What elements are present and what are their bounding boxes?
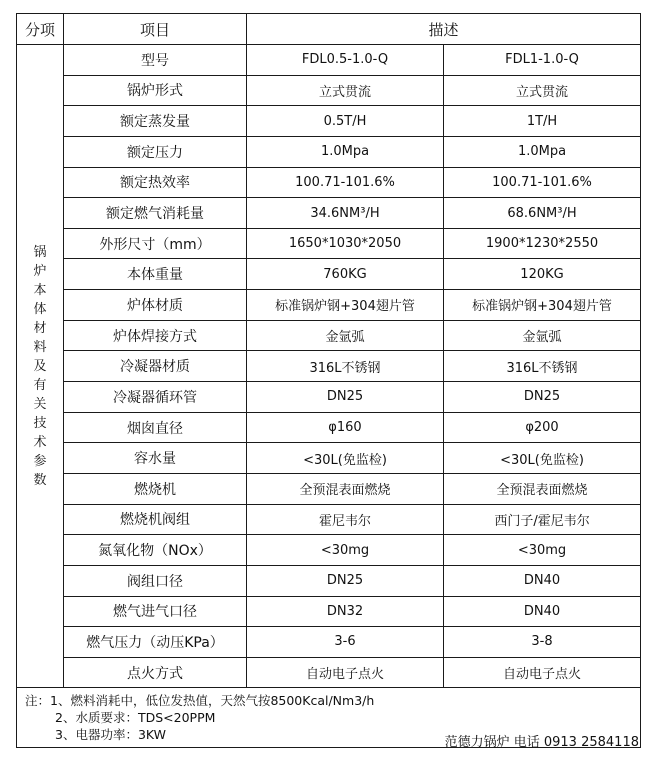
value-model-a: 3-6 xyxy=(247,627,444,658)
value-model-b: <30mg xyxy=(444,535,641,566)
value-model-b: DN40 xyxy=(444,596,641,627)
item-name: 炉体焊接方式 xyxy=(64,320,247,351)
value-model-a: 100.71-101.6% xyxy=(247,167,444,198)
item-name: 冷凝器材质 xyxy=(64,351,247,382)
value-model-b: FDL1-1.0-Q xyxy=(444,45,641,76)
value-model-b: 自动电子点火 xyxy=(444,657,641,688)
value-model-b: DN40 xyxy=(444,565,641,596)
item-name: 烟囱直径 xyxy=(64,412,247,443)
value-model-a: 立式贯流 xyxy=(247,75,444,106)
value-model-a: 316L不锈钢 xyxy=(247,351,444,382)
value-model-a: DN25 xyxy=(247,382,444,413)
item-name: 燃烧机 xyxy=(64,473,247,504)
value-model-b: 1900*1230*2550 xyxy=(444,228,641,259)
company-contact: 范德力锅炉 电话 0913 2584118 xyxy=(444,735,639,750)
value-model-a: 全预混表面燃烧 xyxy=(247,473,444,504)
table-row xyxy=(17,504,641,535)
value-model-a: 自动电子点火 xyxy=(247,657,444,688)
value-model-b: 1T/H xyxy=(444,106,641,137)
table-row xyxy=(17,136,641,167)
item-name: 额定燃气消耗量 xyxy=(64,198,247,229)
value-model-b: <30L(免监检) xyxy=(444,443,641,474)
item-name: 本体重量 xyxy=(64,259,247,290)
table-row xyxy=(17,443,641,474)
item-name: 燃气进气口径 xyxy=(64,596,247,627)
value-model-a: <30L(免监检) xyxy=(247,443,444,474)
value-model-b: 金氩弧 xyxy=(444,320,641,351)
table-row xyxy=(17,106,641,137)
value-model-a: DN25 xyxy=(247,565,444,596)
item-name: 点火方式 xyxy=(64,657,247,688)
item-name: 外形尺寸（mm） xyxy=(64,228,247,259)
item-name: 额定蒸发量 xyxy=(64,106,247,137)
table-row xyxy=(17,351,641,382)
table-row xyxy=(17,198,641,229)
note-2: 2、水质要求：TDS<20PPM xyxy=(55,710,216,726)
value-model-b: 立式贯流 xyxy=(444,75,641,106)
value-model-a: φ160 xyxy=(247,412,444,443)
item-name: 阀组口径 xyxy=(64,565,247,596)
table-row xyxy=(17,565,641,596)
note-3: 3、电器功率：3KW xyxy=(55,727,167,743)
value-model-b: 100.71-101.6% xyxy=(444,167,641,198)
table-row xyxy=(17,167,641,198)
header-row xyxy=(17,14,641,45)
item-name: 额定热效率 xyxy=(64,167,247,198)
spec-table xyxy=(16,13,641,748)
value-model-b: 全预混表面燃烧 xyxy=(444,473,641,504)
item-name: 氮氧化物（NOx） xyxy=(64,535,247,566)
value-model-a: DN32 xyxy=(247,596,444,627)
value-model-a: <30mg xyxy=(247,535,444,566)
value-model-a: FDL0.5-1.0-Q xyxy=(247,45,444,76)
item-name: 容水量 xyxy=(64,443,247,474)
table-row xyxy=(17,473,641,504)
item-name: 冷凝器循环管 xyxy=(64,382,247,413)
value-model-b: 68.6NM³/H xyxy=(444,198,641,229)
value-model-a: 标准锅炉钢+304翅片管 xyxy=(247,290,444,321)
value-model-a: 霍尼韦尔 xyxy=(247,504,444,535)
table-row xyxy=(17,259,641,290)
value-model-a: 金氩弧 xyxy=(247,320,444,351)
table-row xyxy=(17,45,641,76)
value-model-a: 1.0Mpa xyxy=(247,136,444,167)
table-row xyxy=(17,627,641,658)
header-description: 描述 xyxy=(247,14,641,45)
item-name: 额定压力 xyxy=(64,136,247,167)
item-name: 锅炉形式 xyxy=(64,75,247,106)
item-name: 型号 xyxy=(64,45,247,76)
table-row xyxy=(17,412,641,443)
value-model-b: 西门子/霍尼韦尔 xyxy=(444,504,641,535)
item-name: 炉体材质 xyxy=(64,290,247,321)
table-row xyxy=(17,290,641,321)
value-model-b: 3-8 xyxy=(444,627,641,658)
value-model-b: φ200 xyxy=(444,412,641,443)
value-model-b: 120KG xyxy=(444,259,641,290)
value-model-a: 760KG xyxy=(247,259,444,290)
value-model-a: 34.6NM³/H xyxy=(247,198,444,229)
value-model-a: 0.5T/H xyxy=(247,106,444,137)
header-item: 项目 xyxy=(64,14,247,45)
table-row xyxy=(17,382,641,413)
table-row xyxy=(17,320,641,351)
header-category: 分项 xyxy=(17,14,64,45)
value-model-b: 标准锅炉钢+304翅片管 xyxy=(444,290,641,321)
value-model-a: 1650*1030*2050 xyxy=(247,228,444,259)
table-row xyxy=(17,596,641,627)
item-name: 燃气压力（动压KPa） xyxy=(64,627,247,658)
category-label: 锅 炉 本 体 材 料 及 有 关 技 术 参 数 xyxy=(17,45,64,688)
table-row xyxy=(17,657,641,688)
value-model-b: 1.0Mpa xyxy=(444,136,641,167)
table-row xyxy=(17,228,641,259)
item-name: 燃烧机阀组 xyxy=(64,504,247,535)
note-1: 注：1、燃料消耗中，低位发热值，天然气按8500Kcal/Nm3/h xyxy=(25,693,375,709)
table-row xyxy=(17,535,641,566)
value-model-b: 316L不锈钢 xyxy=(444,351,641,382)
value-model-b: DN25 xyxy=(444,382,641,413)
table-row xyxy=(17,75,641,106)
